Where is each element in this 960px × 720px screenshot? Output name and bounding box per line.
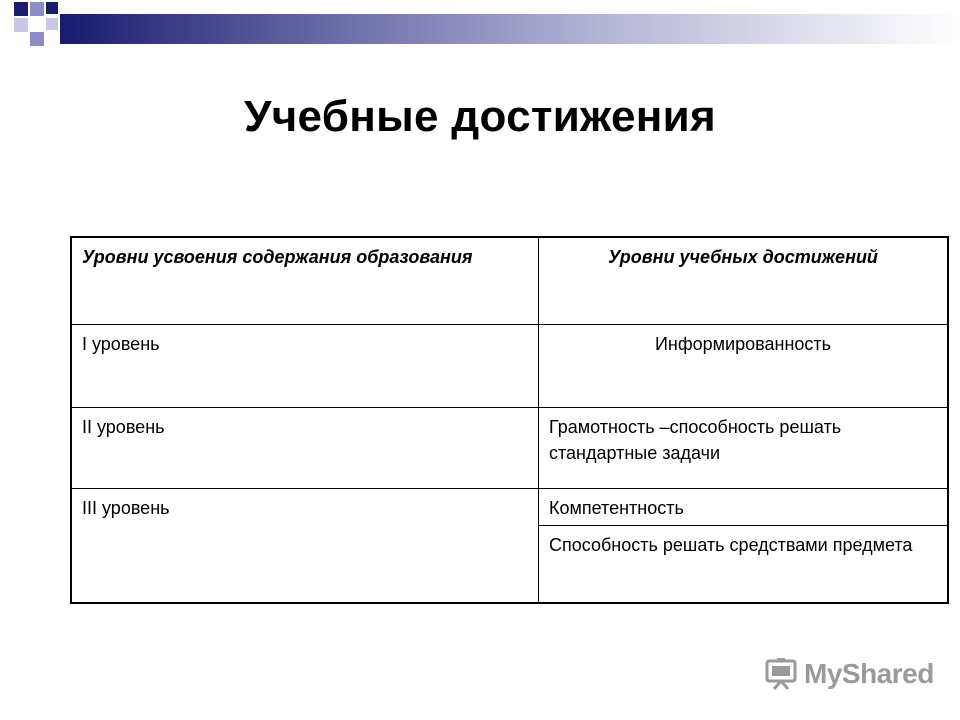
- table-row: [71, 526, 948, 604]
- deco-gradient-bar: [60, 14, 960, 44]
- table-cell: I уровень: [71, 325, 539, 408]
- table-row: [71, 408, 948, 489]
- watermark-text: MyShared: [804, 658, 934, 689]
- deco-square-navy-2: [46, 2, 58, 14]
- table-cell: Способность решать средствами предмета: [539, 526, 949, 604]
- table-row: [71, 489, 948, 526]
- deco-square-blue-2: [30, 32, 44, 46]
- table-cell: [71, 526, 539, 604]
- deco-square-blue: [30, 2, 44, 16]
- presentation-board-icon: [764, 657, 798, 691]
- achievements-table: [70, 236, 949, 604]
- table-header-row: [71, 237, 948, 325]
- header-cell-mastery-levels: Уровни усвоения содержания образования: [71, 237, 539, 325]
- table-cell: Грамотность –способность решать стандартные задачи: [539, 408, 949, 489]
- table-cell: II уровень: [71, 408, 539, 489]
- slide-title: Учебные достижения: [244, 92, 716, 141]
- table-cell: Информированность: [539, 325, 949, 408]
- table-cell: Компетентность: [539, 489, 949, 526]
- header-cell-achievement-levels: Уровни учебных достижений: [539, 237, 949, 325]
- header-decoration: [0, 0, 960, 60]
- deco-square-light-2: [14, 18, 28, 32]
- table-cell: III уровень: [71, 489, 539, 526]
- deco-square-light: [46, 18, 58, 30]
- deco-square-navy: [14, 2, 28, 16]
- table-row: [71, 325, 948, 408]
- mysharedwatermark: [764, 654, 934, 694]
